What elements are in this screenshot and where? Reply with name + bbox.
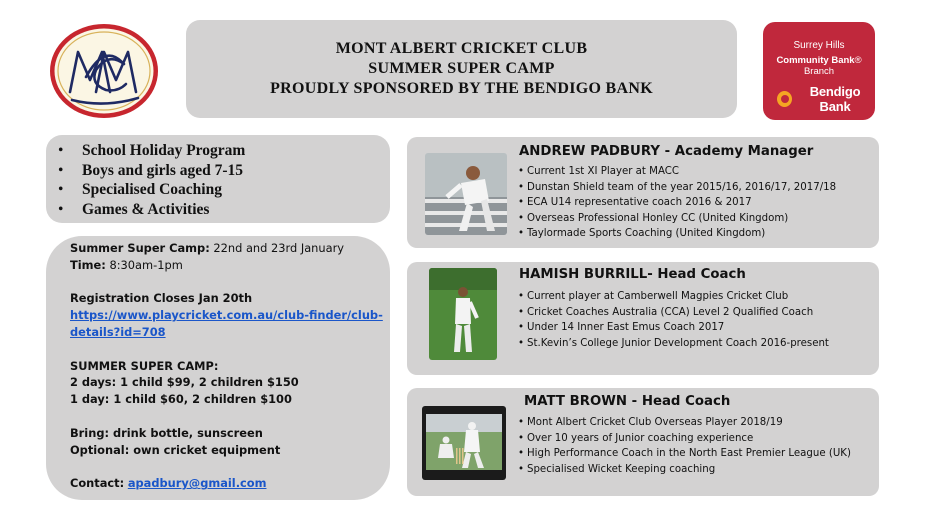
coach-bullets-andrew — [518, 164, 836, 242]
coach-bullet: • Under 14 Inner East Emus Coach 2017 — [518, 320, 829, 336]
coach-bullet: • ECA U14 representative coach 2016 & 2017 — [518, 195, 836, 211]
coach-photo-matt — [422, 406, 506, 480]
contact-line: Contact: apadbury@gmail.com — [70, 476, 267, 491]
sponsor-heading: PROUDLY SPONSORED BY THE BENDIGO BANK — [270, 80, 653, 97]
bring-items: Bring: drink bottle, sunscreen — [70, 425, 263, 440]
coach-bullet: • Mont Albert Cricket Club Overseas Player 2018/19 — [518, 415, 851, 431]
coach-bullet: • High Performance Coach in the North East Premier League (UK) — [518, 446, 851, 462]
sponsor-branch: Community Bank® Branch — [776, 55, 862, 77]
bendigo-bank-logo — [777, 84, 875, 114]
program-item: • Specialised Coaching — [58, 181, 222, 198]
title-banner — [186, 20, 737, 118]
sponsor-badge — [763, 22, 875, 120]
coach-bullet: • Dunstan Shield team of the year 2015/16, 2016/17, 2017/18 — [518, 180, 836, 196]
camp-dates: Summer Super Camp: 22nd and 23rd January — [70, 241, 345, 255]
program-highlights — [46, 135, 390, 223]
sponsor-location: Surrey Hills — [793, 40, 845, 51]
pricing-two-days: 2 days: 1 child $99, 2 children $150 — [70, 375, 299, 390]
coach-photo-hamish — [429, 268, 497, 360]
coach-bullet: • Over 10 years of Junior coaching experience — [518, 431, 851, 447]
coach-bullet: • Taylormade Sports Coaching (United Kingdom) — [518, 226, 836, 242]
camp-details — [46, 236, 390, 500]
registration-link[interactable]: https://www.playcricket.com.au/club-finder/club- — [70, 308, 383, 323]
coach-name-andrew: ANDREW PADBURY - Academy Manager — [519, 144, 814, 159]
camp-name-heading: SUMMER SUPER CAMP — [368, 60, 555, 77]
coach-bullet: • Specialised Wicket Keeping coaching — [518, 462, 851, 478]
coach-bullet: • Current 1st XI Player at MACC — [518, 164, 836, 180]
coach-name-matt: MATT BROWN - Head Coach — [524, 394, 731, 409]
pricing-one-day: 1 day: 1 child $60, 2 children $100 — [70, 392, 292, 407]
club-name-heading: MONT ALBERT CRICKET CLUB — [335, 40, 588, 57]
coach-bullets-matt — [518, 415, 851, 477]
coach-bullet: • Current player at Camberwell Magpies Cricket Club — [518, 289, 829, 305]
coach-bullet: • Overseas Professional Honley CC (United Kingdom) — [518, 211, 836, 227]
contact-email-link[interactable]: apadbury@gmail.com — [127, 476, 267, 491]
registration-deadline: Registration Closes Jan 20th — [70, 291, 253, 306]
registration-link-cont[interactable]: details?id=708 — [70, 324, 166, 339]
bendigo-bank-wordmark: Bendigo Bank — [809, 84, 861, 114]
bendigo-bank-icon — [777, 91, 792, 107]
coach-card-hamish — [407, 262, 879, 375]
coach-bullet: • St.Kevin’s College Junior Development Coach 2016-present — [518, 336, 829, 352]
coach-card-matt — [407, 388, 879, 496]
program-list — [58, 141, 245, 219]
coach-card-andrew — [407, 137, 879, 248]
pricing-heading: SUMMER SUPER CAMP: — [70, 358, 219, 373]
program-item: • School Holiday Program — [58, 142, 246, 159]
program-item: • Boys and girls aged 7-15 — [58, 161, 244, 179]
camp-time: Time: 8:30am-1pm — [70, 257, 183, 272]
program-item: • Games & Activities — [58, 200, 210, 218]
optional-items: Optional: own cricket equipment — [70, 442, 281, 457]
coach-name-hamish: HAMISH BURRILL- Head Coach — [519, 267, 746, 282]
coach-bullet: • Cricket Coaches Australia (CCA) Level 2 Qualified Coach — [518, 305, 829, 321]
coach-bullets-hamish — [518, 289, 829, 351]
coach-photo-andrew — [425, 153, 507, 235]
club-logo — [48, 22, 160, 120]
